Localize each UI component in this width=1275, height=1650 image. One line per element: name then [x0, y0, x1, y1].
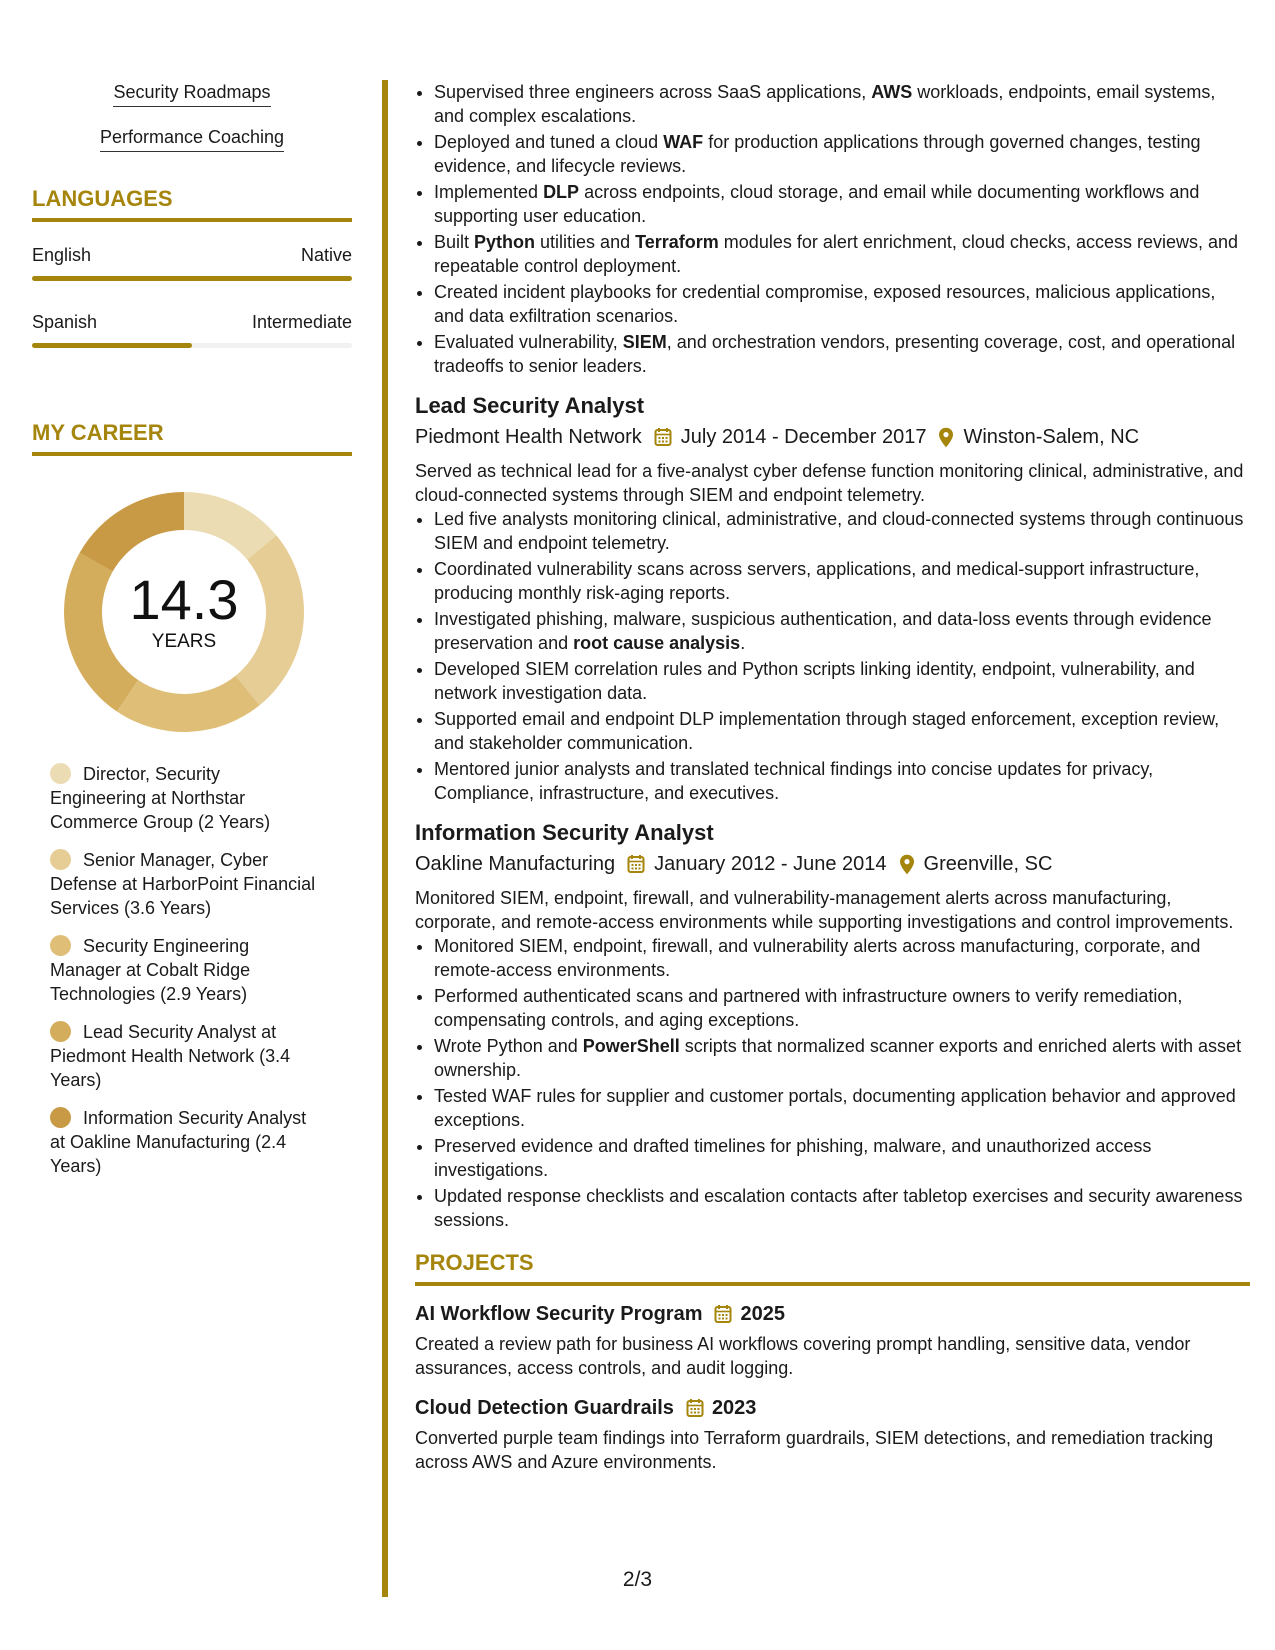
- bullet-text: Led five analysts monitoring clinical, administrative, and cloud-connected systems through continuous SIEM and endpoint telemetry.: [434, 509, 1244, 553]
- bullet-text: utilities and: [535, 232, 636, 252]
- bullet-text: Wrote Python and: [434, 1036, 583, 1056]
- bullet-keyword: WAF: [663, 132, 704, 152]
- languages-heading: LANGUAGES: [32, 186, 352, 222]
- skill-tag: Security Roadmaps: [113, 80, 270, 107]
- calendar-icon: [627, 854, 645, 874]
- language-english: [32, 244, 352, 281]
- legend-label: Director, Security Engineering at Northstar Commerce Group (2 Years): [50, 764, 271, 832]
- bullet-item: [434, 1084, 1250, 1132]
- projects-heading: PROJECTS: [415, 1250, 1250, 1286]
- legend-dot: [50, 849, 71, 870]
- bullet-text: Created incident playbooks for credential compromise, exposed resources, malicious applications, and data exfiltration scenarios.: [434, 282, 1216, 326]
- calendar-icon: [654, 427, 672, 447]
- bullet-text: Supported email and endpoint DLP implementation through staged enforcement, exception review, and stakeholder communication.: [434, 709, 1220, 753]
- project-year: 2023: [711, 1397, 757, 1419]
- bullet-text: Implemented: [434, 182, 544, 202]
- job-meta: [415, 850, 1250, 878]
- column-divider: [382, 80, 388, 1597]
- job-title: Lead Security Analyst: [415, 393, 645, 418]
- bullet-item: [434, 80, 1250, 128]
- career-legend-item: [50, 1106, 320, 1178]
- bullet-text: Preserved evidence and drafted timelines for phishing, malware, and unauthorized access investigations.: [434, 1136, 1152, 1180]
- language-proficiency-bar: [32, 343, 352, 348]
- bullet-item: [434, 757, 1250, 805]
- bullet-keyword: AWS: [871, 82, 913, 102]
- bullet-text: workloads, endpoints, email systems, and complex escalations.: [434, 82, 1216, 126]
- legend-dot: [50, 1021, 71, 1042]
- bullet-text: Coordinated vulnerability scans across servers, applications, and medical-support infrastructure, producing monthly risk-aging reports.: [434, 559, 1200, 603]
- language-level: Native: [300, 245, 352, 265]
- bullet-text: Evaluated vulnerability,: [434, 332, 623, 352]
- bullet-keyword: DLP: [543, 182, 580, 202]
- career-legend-item: [50, 934, 320, 1006]
- job-dates: July 2014 - December 2017: [680, 426, 927, 448]
- bullet-item: [434, 507, 1250, 555]
- bullet-text: Developed SIEM correlation rules and Python scripts linking identity, endpoint, vulnerability, and network investigation data.: [434, 659, 1195, 703]
- skill-tags: [32, 80, 352, 170]
- legend-dot: [50, 935, 71, 956]
- bullet-item: [434, 984, 1250, 1032]
- job-location: Winston-Salem, NC: [963, 426, 1140, 448]
- job-summary: Monitored SIEM, endpoint, firewall, and vulnerability-management alerts across manufacturing, corporate, and remote-access environments while supporting investigations and control improvements.: [415, 888, 1234, 932]
- bullet-item: [434, 1184, 1250, 1232]
- project-entry: [415, 1300, 1250, 1380]
- language-name: Spanish: [32, 312, 98, 332]
- bullet-text: Updated response checklists and escalation contacts after tabletop exercises and security awareness sessions.: [434, 1186, 1243, 1230]
- bullet-keyword: SIEM: [622, 332, 667, 352]
- career-total-years: 14.3: [129, 568, 239, 631]
- legend-label: Security Engineering Manager at Cobalt Ridge Technologies (2.9 Years): [50, 936, 251, 1004]
- previous-role-bullets: [415, 80, 1250, 378]
- bullet-item: [434, 180, 1250, 228]
- bullet-text: Supervised three engineers across SaaS applications,: [434, 82, 872, 102]
- bullet-keyword: Terraform: [635, 232, 719, 252]
- map-pin-icon: [938, 427, 954, 448]
- job-entry: [415, 819, 1250, 1232]
- job-company: Oakline Manufacturing: [415, 853, 616, 875]
- left-column: [32, 80, 352, 1192]
- project-year: 2025: [740, 1303, 785, 1325]
- project-description: Created a review path for business AI workflows covering prompt handling, sensitive data, vendor assurances, access controls, and audit logging.: [415, 1334, 1191, 1378]
- bullet-keyword: PowerShell: [582, 1036, 680, 1056]
- project-description: Converted purple team findings into Terraform guardrails, SIEM detections, and remediation tracking across AWS and Azure environments.: [415, 1428, 1214, 1472]
- job-location: Greenville, SC: [923, 853, 1053, 875]
- skill-tag: Performance Coaching: [100, 125, 284, 152]
- language-proficiency-bar: [32, 276, 352, 281]
- calendar-icon: [714, 1304, 732, 1324]
- experience-list: [415, 392, 1250, 1232]
- bullet-item: [434, 280, 1250, 328]
- career-legend-item: [50, 848, 320, 920]
- bullet-text: for production applications through governed changes, testing evidence, and lifecycle reviews.: [434, 132, 1201, 176]
- bullet-text: , and orchestration vendors, presenting coverage, cost, and operational tradeoffs to senior leaders.: [434, 332, 1236, 376]
- project-header: [415, 1394, 1250, 1422]
- bullet-keyword: root cause analysis: [573, 633, 741, 653]
- project-name: AI Workflow Security Program: [415, 1303, 703, 1325]
- bullet-item: [434, 230, 1250, 278]
- bullet-item: [434, 657, 1250, 705]
- right-column: [415, 80, 1250, 1474]
- language-name: English: [32, 245, 92, 265]
- job-dates: January 2012 - June 2014: [654, 853, 887, 875]
- project-header: [415, 1300, 1250, 1328]
- bullet-item: [434, 330, 1250, 378]
- career-legend-item: [50, 1020, 320, 1092]
- bullet-item: [434, 607, 1250, 655]
- career-donut-chart: [64, 492, 304, 732]
- bullet-item: [434, 1134, 1250, 1182]
- calendar-icon: [686, 1398, 704, 1418]
- bullet-text: Deployed and tuned a cloud: [434, 132, 664, 152]
- bullet-item: [434, 1034, 1250, 1082]
- bullet-item: [434, 130, 1250, 178]
- bullet-item: [434, 934, 1250, 982]
- job-bullets: [415, 934, 1250, 1232]
- bullet-text: scripts that normalized scanner exports and enriched alerts with asset ownership.: [434, 1036, 1242, 1080]
- project-list: [415, 1300, 1250, 1474]
- page-number: 2/3: [622, 1568, 653, 1591]
- job-company: Piedmont Health Network: [415, 426, 642, 448]
- language-level: Intermediate: [251, 312, 352, 332]
- legend-label: Senior Manager, Cyber Defense at HarborPoint Financial Services (3.6 Years): [50, 850, 316, 918]
- bullet-text: modules for alert enrichment, cloud checks, access reviews, and repeatable control deployment.: [434, 232, 1239, 276]
- project-entry: [415, 1394, 1250, 1474]
- legend-dot: [50, 1107, 71, 1128]
- bullet-text: Monitored SIEM, endpoint, firewall, and vulnerability alerts across manufacturing, corporate, and remote-access environments.: [434, 936, 1201, 980]
- bullet-text: Mentored junior analysts and translated technical findings into concise updates for privacy, Compliance, infrastructure, and executives.: [434, 759, 1154, 803]
- legend-label: Lead Security Analyst at Piedmont Health Network (3.4 Years): [50, 1022, 291, 1090]
- bullet-text: across endpoints, cloud storage, and email while documenting workflows and supporting user education.: [434, 182, 1200, 226]
- career-legend-item: [50, 762, 320, 834]
- legend-dot: [50, 763, 71, 784]
- job-summary: Served as technical lead for a five-analyst cyber defense function monitoring clinical, administrative, and cloud-connected systems through SIEM and endpoint telemetry.: [415, 461, 1244, 505]
- career-heading: MY CAREER: [32, 420, 352, 456]
- bullet-text: Performed authenticated scans and partnered with infrastructure owners to verify remediation, compensating controls, and aging exceptions.: [434, 986, 1183, 1030]
- bullet-text: Tested WAF rules for supplier and customer portals, documenting application behavior and approved exceptions.: [434, 1086, 1236, 1130]
- job-entry: [415, 392, 1250, 805]
- bullet-text: Investigated phishing, malware, suspicious authentication, and data-loss events through evidence preservation and: [434, 609, 1212, 653]
- bullet-text: .: [740, 633, 746, 653]
- language-spanish: [32, 311, 352, 348]
- legend-label: Information Security Analyst at Oakline Manufacturing (2.4 Years): [50, 1108, 307, 1176]
- language-proficiency-fill: [32, 343, 192, 348]
- project-name: Cloud Detection Guardrails: [415, 1397, 674, 1419]
- bullet-item: [434, 557, 1250, 605]
- job-meta: [415, 423, 1250, 451]
- career-total-unit: YEARS: [151, 631, 217, 652]
- bullet-text: Built: [434, 232, 475, 252]
- bullet-item: [434, 707, 1250, 755]
- career-legend: [32, 762, 352, 1178]
- job-bullets: [415, 507, 1250, 805]
- map-pin-icon: [899, 854, 915, 875]
- bullet-keyword: Python: [474, 232, 536, 252]
- language-proficiency-fill: [32, 276, 352, 281]
- job-title: Information Security Analyst: [415, 820, 714, 845]
